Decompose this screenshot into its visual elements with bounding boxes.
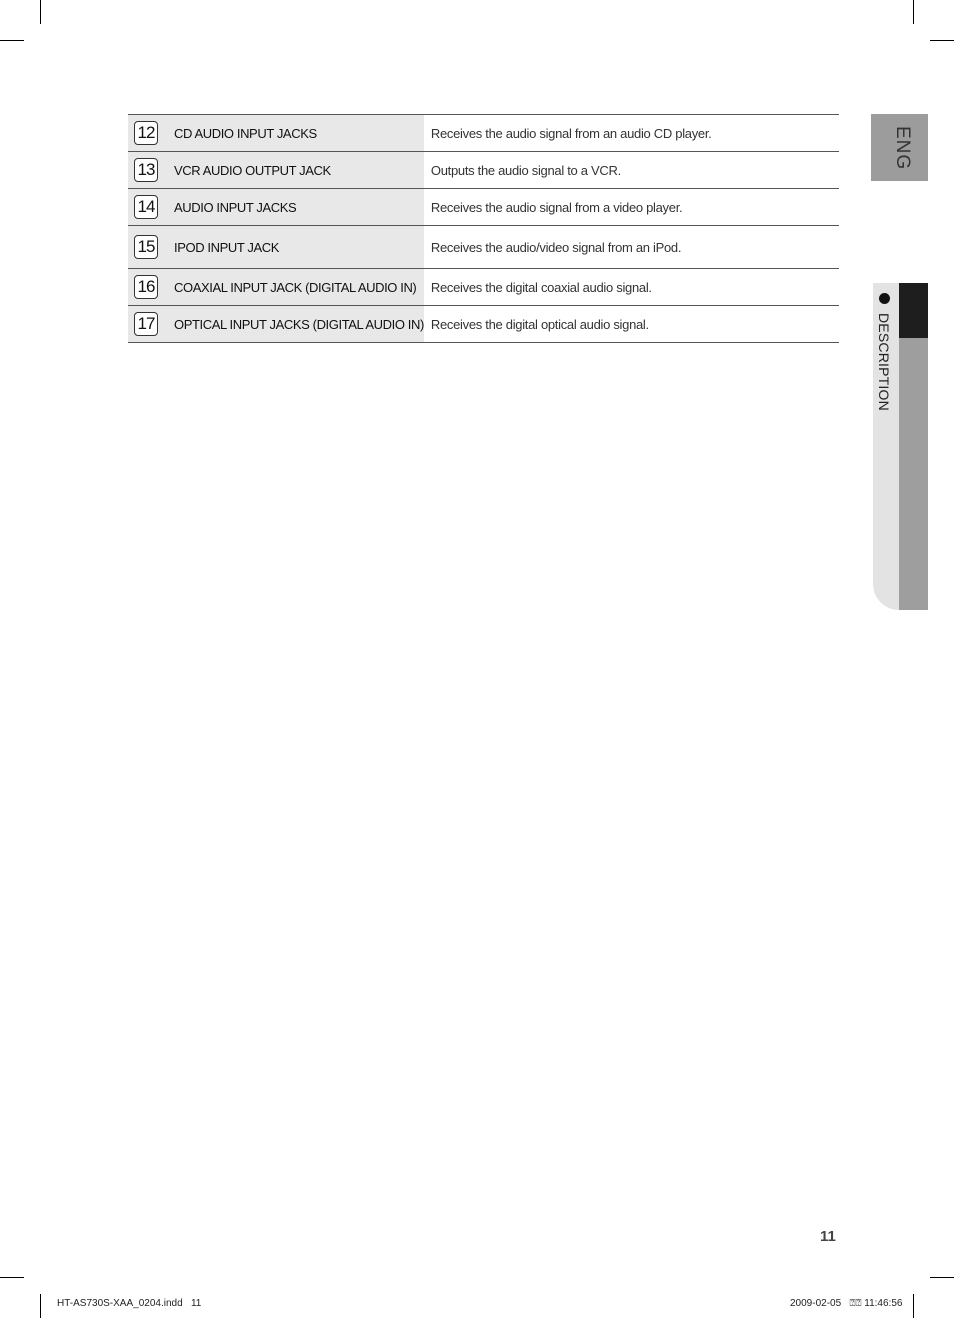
crop-mark	[40, 1294, 41, 1318]
jack-description: Outputs the audio signal to a VCR.	[424, 152, 839, 189]
table-row	[128, 152, 839, 189]
item-number: 14	[134, 195, 158, 219]
item-number: 15	[134, 235, 158, 259]
table-row	[128, 269, 839, 306]
crop-mark	[930, 1277, 954, 1278]
section-marker-gray	[899, 338, 928, 610]
crop-mark	[930, 40, 954, 41]
crop-mark	[40, 0, 41, 24]
footer-timestamp: 2009-02-05 ⍰⍰ 11:46:56	[790, 1298, 903, 1309]
item-number: 12	[134, 121, 158, 145]
section-label: DESCRIPTION	[876, 313, 892, 411]
jack-name: VCR AUDIO OUTPUT JACK	[168, 152, 424, 189]
table-row	[128, 306, 839, 343]
crop-mark	[913, 0, 914, 24]
bullet-icon	[879, 293, 890, 304]
jack-name: IPOD INPUT JACK	[168, 226, 424, 269]
crop-mark	[0, 1277, 24, 1278]
footer-file-name: HT-AS730S-XAA_0204.indd 11	[57, 1298, 202, 1309]
language-label: ENG	[892, 126, 913, 171]
jack-description: Receives the digital coaxial audio signal.	[424, 269, 839, 306]
jack-description: Receives the audio signal from a video player.	[424, 189, 839, 226]
table-row	[128, 189, 839, 226]
crop-mark	[0, 40, 24, 41]
table-row	[128, 226, 839, 269]
jack-name: COAXIAL INPUT JACK (DIGITAL AUDIO IN)	[168, 269, 424, 306]
item-number: 17	[134, 312, 158, 336]
page-number: 11	[820, 1228, 836, 1245]
jack-description: Receives the digital optical audio signal.	[424, 306, 839, 343]
table-row	[128, 115, 839, 152]
item-number: 16	[134, 275, 158, 299]
jack-name: OPTICAL INPUT JACKS (DIGITAL AUDIO IN)	[168, 306, 424, 343]
section-side-tab	[873, 283, 928, 610]
crop-mark	[913, 1294, 914, 1318]
section-marker-dark	[899, 283, 928, 338]
language-tab	[871, 114, 928, 181]
jack-name: AUDIO INPUT JACKS	[168, 189, 424, 226]
item-number: 13	[134, 158, 158, 182]
jack-description: Receives the audio/video signal from an iPod.	[424, 226, 839, 269]
jack-description-table	[128, 114, 839, 343]
jack-name: CD AUDIO INPUT JACKS	[168, 115, 424, 152]
jack-description: Receives the audio signal from an audio CD player.	[424, 115, 839, 152]
